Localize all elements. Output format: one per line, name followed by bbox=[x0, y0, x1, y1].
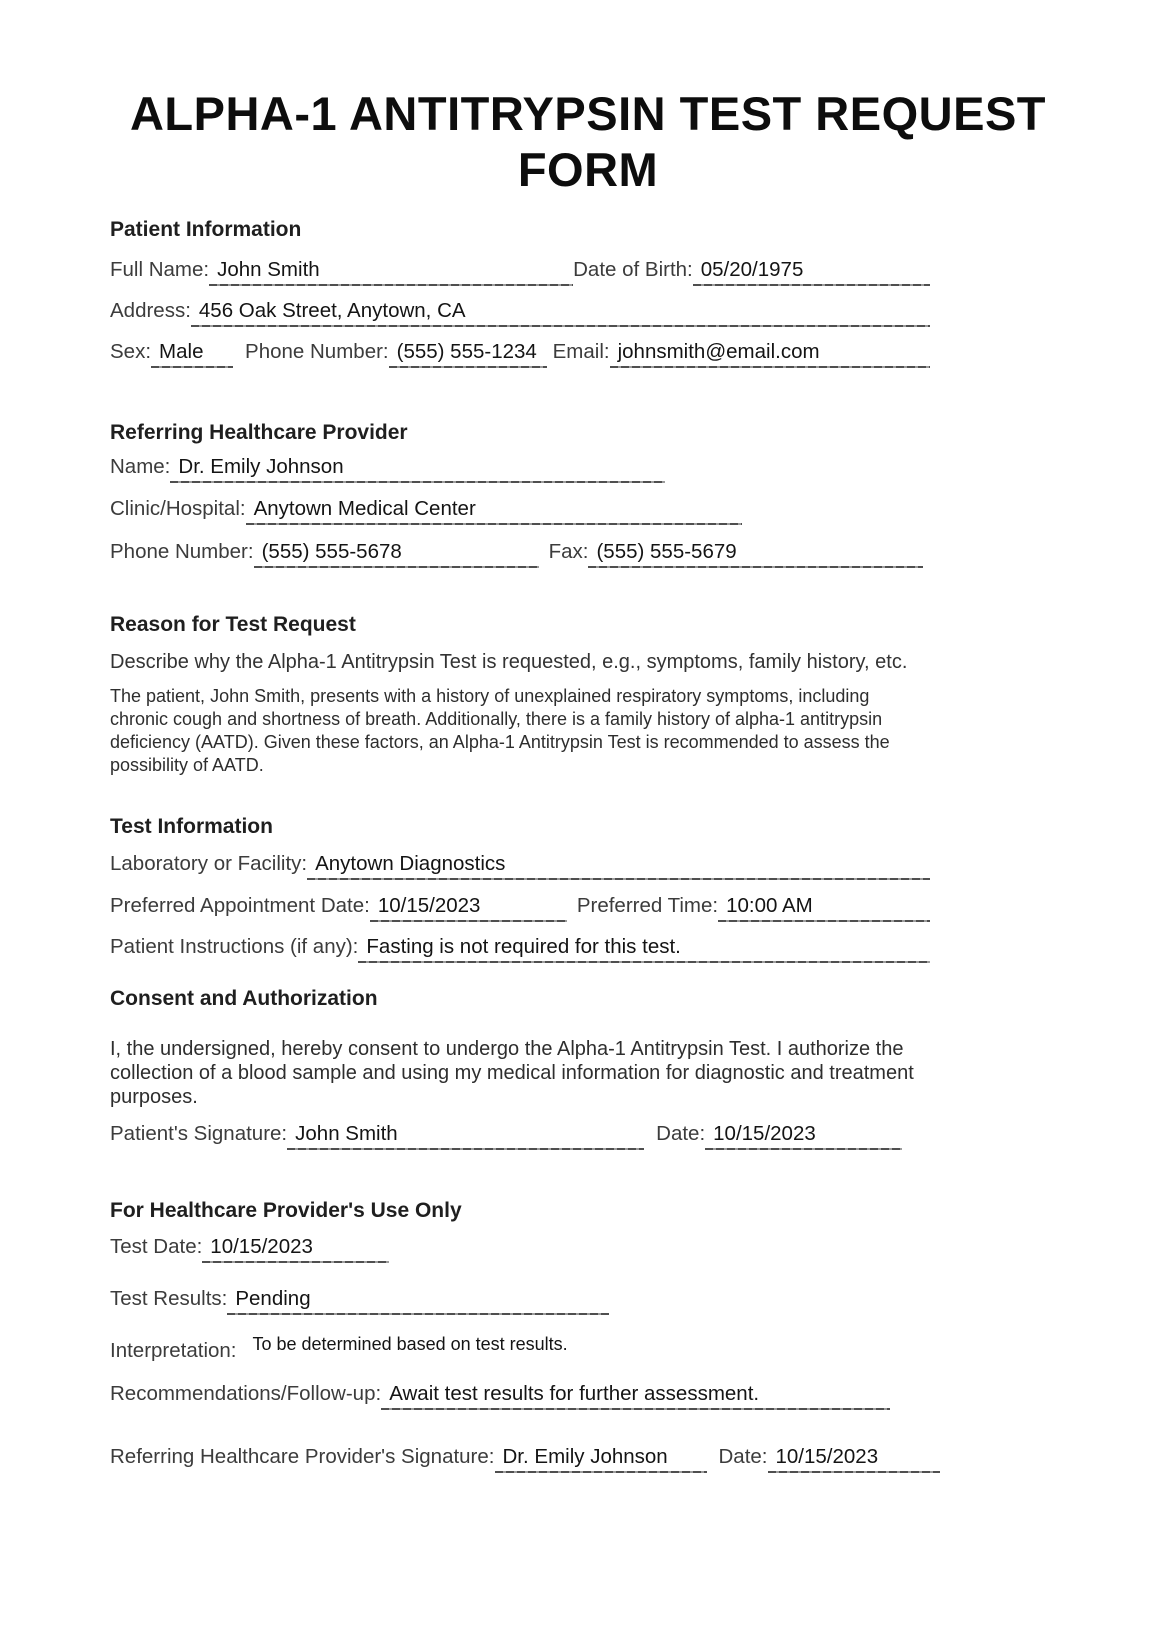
test-results-row bbox=[110, 1286, 930, 1315]
section-heading-reason: Reason for Test Request bbox=[110, 613, 356, 636]
provider-signature-field[interactable]: Dr. Emily Johnson bbox=[495, 1444, 707, 1473]
instructions-row bbox=[110, 934, 930, 963]
test-date-field[interactable]: 10/15/2023 bbox=[202, 1234, 389, 1263]
consent-text-line: I, the undersigned, hereby consent to undergo the Alpha-1 Antitrypsin Test. I authorize the bbox=[110, 1038, 904, 1060]
provider-name-label: Name: bbox=[110, 455, 171, 478]
sex-field[interactable]: Male bbox=[151, 339, 233, 368]
section-heading-test-info: Test Information bbox=[110, 815, 273, 838]
provider-signature-row bbox=[110, 1444, 930, 1473]
provider-signature-label: Referring Healthcare Provider's Signature: bbox=[110, 1445, 495, 1468]
patient-phone-field[interactable]: (555) 555-1234 bbox=[389, 339, 547, 368]
full-name-field[interactable]: John Smith bbox=[209, 257, 573, 286]
sex-phone-email-row bbox=[110, 339, 930, 368]
appointment-date-label: Preferred Appointment Date: bbox=[110, 894, 370, 917]
email-label: Email: bbox=[552, 340, 610, 363]
patient-signature-label: Patient's Signature: bbox=[110, 1122, 288, 1145]
sex-label: Sex: bbox=[110, 340, 152, 363]
section-heading-consent: Consent and Authorization bbox=[110, 987, 378, 1010]
full-name-label: Full Name: bbox=[110, 258, 210, 281]
provider-phone-label: Phone Number: bbox=[110, 540, 254, 563]
test-results-field[interactable]: Pending bbox=[227, 1286, 609, 1315]
clinic-field[interactable]: Anytown Medical Center bbox=[246, 496, 742, 525]
recommendations-row bbox=[110, 1381, 930, 1410]
test-date-label: Test Date: bbox=[110, 1235, 203, 1258]
address-row bbox=[110, 298, 930, 327]
consent-text bbox=[110, 1037, 962, 1109]
interpretation-field[interactable]: To be determined based on test results. bbox=[252, 1334, 568, 1354]
interpretation-row bbox=[110, 1334, 930, 1364]
clinic-row bbox=[110, 496, 930, 525]
section-heading-provider-use: For Healthcare Provider's Use Only bbox=[110, 1199, 462, 1222]
provider-phone-field[interactable]: (555) 555-5678 bbox=[254, 539, 539, 568]
reason-text-line: chronic cough and shortness of breath. Additionally, there is a family history of alpha-1 antitrypsin bbox=[110, 709, 883, 729]
test-date-row bbox=[110, 1234, 930, 1263]
preferred-time-field[interactable]: 10:00 AM bbox=[718, 893, 930, 922]
appointment-date-field[interactable]: 10/15/2023 bbox=[370, 893, 567, 922]
address-field[interactable]: 456 Oak Street, Anytown, CA bbox=[191, 298, 930, 327]
section-heading-provider: Referring Healthcare Provider bbox=[110, 421, 408, 444]
clinic-label: Clinic/Hospital: bbox=[110, 497, 246, 520]
instructions-label: Patient Instructions (if any): bbox=[110, 935, 359, 958]
reason-prompt: Describe why the Alpha-1 Antitrypsin Test is requested, e.g., symptoms, family history, etc. bbox=[110, 651, 908, 673]
page-title: ALPHA-1 ANTITRYPSIN TEST REQUEST FORM bbox=[129, 87, 1047, 196]
provider-phone-fax-row bbox=[110, 539, 930, 568]
dob-field[interactable]: 05/20/1975 bbox=[693, 257, 930, 286]
instructions-field[interactable]: Fasting is not required for this test. bbox=[358, 934, 930, 963]
lab-label: Laboratory or Facility: bbox=[110, 852, 308, 875]
patient-signature-field[interactable]: John Smith bbox=[287, 1121, 644, 1150]
reason-text-line: possibility of AATD. bbox=[110, 755, 264, 775]
consent-date-field[interactable]: 10/15/2023 bbox=[705, 1121, 902, 1150]
recommendations-label: Recommendations/Follow-up: bbox=[110, 1382, 382, 1405]
consent-text-line: collection of a blood sample and using my medical information for diagnostic and treatment bbox=[110, 1062, 914, 1084]
test-results-label: Test Results: bbox=[110, 1287, 228, 1310]
address-label: Address: bbox=[110, 299, 191, 322]
consent-date-label: Date: bbox=[656, 1122, 706, 1145]
recommendations-field[interactable]: Await test results for further assessment. bbox=[381, 1381, 890, 1410]
reason-text-line: The patient, John Smith, presents with a history of unexplained respiratory symptoms, including bbox=[110, 686, 870, 706]
appointment-row bbox=[110, 893, 930, 922]
email-field[interactable]: johnsmith@email.com bbox=[610, 339, 930, 368]
reason-text-line: deficiency (AATD). Given these factors, an Alpha-1 Antitrypsin Test is recommended to assess the bbox=[110, 732, 890, 752]
patient-phone-label: Phone Number: bbox=[245, 340, 389, 363]
interpretation-label: Interpretation: bbox=[110, 1339, 237, 1362]
full-name-row bbox=[110, 257, 930, 286]
dob-label: Date of Birth: bbox=[573, 258, 693, 281]
fax-label: Fax: bbox=[548, 540, 589, 563]
lab-row bbox=[110, 851, 930, 880]
consent-text-line: purposes. bbox=[110, 1086, 198, 1108]
patient-signature-row bbox=[110, 1121, 930, 1150]
provider-name-row bbox=[110, 454, 930, 483]
provider-sig-date-field[interactable]: 10/15/2023 bbox=[768, 1444, 940, 1473]
provider-name-field[interactable]: Dr. Emily Johnson bbox=[170, 454, 665, 483]
preferred-time-label: Preferred Time: bbox=[576, 894, 719, 917]
reason-text bbox=[110, 685, 962, 777]
fax-field[interactable]: (555) 555-5679 bbox=[588, 539, 923, 568]
section-heading-patient: Patient Information bbox=[110, 218, 302, 241]
provider-sig-date-label: Date: bbox=[718, 1445, 768, 1468]
lab-field[interactable]: Anytown Diagnostics bbox=[307, 851, 930, 880]
